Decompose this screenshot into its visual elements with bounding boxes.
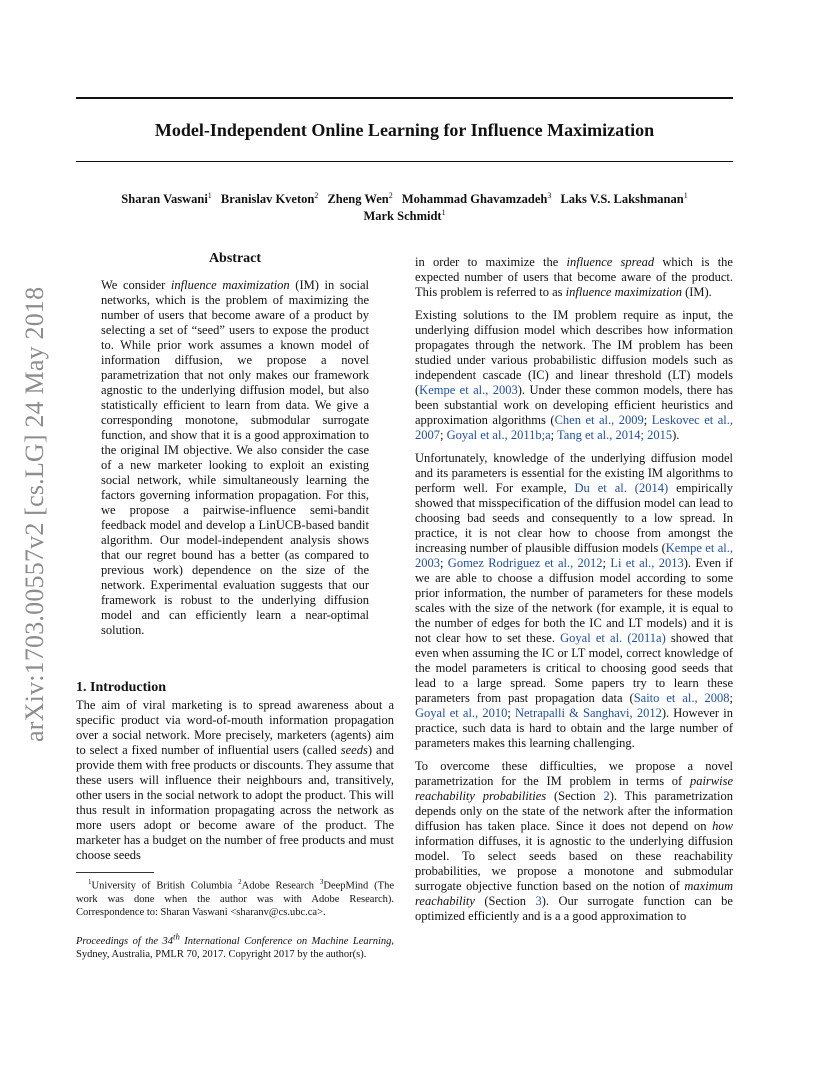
author-list (76, 191, 733, 225)
citation-link[interactable]: Gomez Rodriguez et al., 2012 (447, 556, 603, 570)
footnote-rule (76, 872, 154, 873)
arxiv-margin-identifier: arXiv:1703.00557v2 [cs.LG] 24 May 2018 (20, 286, 49, 743)
author-affiliation-mark: 3 (547, 190, 552, 200)
abstract-text: We consider influence maximization (IM) in social networks, which is the problem of maximizing the number of users that become aware of a product by selecting a set of “seed” users to expose the product to. While prior work assumes a known model of information diffusion, we propose a novel parametrization that not only makes our framework agnostic to the underlying diffusion model, but also statistically efficient to learn from data. We give a corresponding monotone, submodular surrogate function, and show that it is a good approximation to the original IM objective. We also consider the case of a new marketer looking to exploit an existing social network, while simultaneously learning the factors governing information propagation. For this, we propose a pairwise-influence semi-bandit feedback model and develop a LinUCB-based bandit algorithm. Our model-independent analysis shows that our regret bound has a better (as compared to previous work) dependence on the size of the network. Experimental evaluation suggests that our framework is robust to the underlying diffusion model and can efficiently learn a near-optimal solution. (101, 278, 369, 637)
abstract-heading: Abstract (208, 251, 262, 266)
intro-paragraph: The aim of viral marketing is to spread awareness about a specific product via word-of-mouth information propagation over a social network. More precisely, marketers (agents) aim to select a fixed number of influential users (called seeds) and provide them with free products or discounts. They assume that these users will influence their neighbours and, transitively, other users in the social network to adopt the product. This will thus result in information propagating across the network as more users adopt or become aware of the product. The marketer has a budget on the number of free products and must choose seeds (76, 698, 394, 862)
author: Mohammad Ghavamzadeh$^3$ (401, 190, 552, 206)
author: Mark Schmidt$^1$ (363, 207, 446, 223)
section-link[interactable]: 3 (535, 894, 542, 908)
right-column (415, 255, 733, 932)
body-paragraph: To overcome these difficulties, we propose a novel parametrization for the IM problem in terms of pairwise reachability probabilities (Section 2). This parametrization depends only on the state of the network after the information diffusion has taken place. Since it does not depend on how information diffuses, it is agnostic to the underlying diffusion model. To select seeds based on these reachability probabilities, we propose a monotone and submodular surrogate objective function based on the notion of maximum reachability (Section 3). Our surrogate function can be optimized efficiently and is a a good approximation to (415, 759, 733, 923)
author-affiliation-mark: 1 (683, 190, 688, 200)
author-affiliation-mark: 2 (314, 190, 319, 200)
citation-link[interactable]: Kempe et al., 2003 (415, 541, 734, 570)
paper-title: Model-Independent Online Learning for Influence Maximization (154, 120, 655, 140)
author: Laks V.S. Lakshmanan$^1$ (560, 190, 688, 206)
citation-link[interactable]: Saito et al., 2008 (633, 691, 730, 705)
citation-link[interactable]: Li et al., 2013 (610, 556, 684, 570)
author-affiliation-mark: 1 (207, 190, 212, 200)
citation-link[interactable]: Leskovec et al., 2007 (415, 413, 733, 442)
body-paragraph: in order to maximize the influence spread which is the expected number of users that become aware of the product. This problem is referred to as influence maximization (IM). (415, 255, 733, 299)
citation-link[interactable]: Kempe et al., 2003 (419, 383, 518, 397)
body-paragraph: Existing solutions to the IM problem require as input, the underlying diffusion model which describes how information propagates through the network. The IM problem has been studied under various probabilistic diffusion models such as independent cascade (IC) and linear threshold (LT) models (Kempe et al., 2003). Under these common models, there has been substantial work on developing efficient heuristics and approximation algorithms (Chen et al., 2009; Leskovec et al., 2007; Goyal et al., 2011b;a; Tang et al., 2014; 2015). (415, 308, 733, 442)
author-affiliation-mark: 2 (388, 190, 393, 200)
affiliation-footnote: $^1$University of British Columbia $^2$Adobe Research $^3$DeepMind (The work was done when the author was with Adobe Research). Correspondence to: Sharan Vaswani <sharanv@cs.ubc.ca>. (76, 878, 394, 918)
author-affiliation-mark: 1 (441, 207, 446, 217)
proceedings-note: Proceedings of the 34th International Conference on Machine Learning, Sydney, Australia, PMLR 70, 2017. Copyright 2017 by the author(s). (76, 931, 394, 960)
title-rule-bottom (76, 161, 733, 162)
citation-link[interactable]: Tang et al., 2014; 2015 (557, 428, 673, 442)
citation-link[interactable]: Netrapalli & Sanghavi, 2012 (514, 706, 662, 720)
author: Branislav Kveton$^2$ (220, 190, 319, 206)
citation-link[interactable]: Chen et al., 2009 (554, 413, 644, 427)
body-paragraph: Unfortunately, knowledge of the underlying diffusion model and its parameters is essential for the existing IM algorithms to perform well. For example, Du et al. (2014) empirically showed that misspecification of the diffusion model can lead to choosing bad seeds and consequently to a low spread. In practice, it is not clear how to choose from amongst the increasing number of plausible diffusion models (Kempe et al., 2003; Gomez Rodriguez et al., 2012; Li et al., 2013). Even if we are able to choose a diffusion model according to some prior information, the number of parameters for these models scales with the size of the network (for example, it is equal to the number of edges for both the IC and LT models) and it is not clear how to set these. Goyal et al. (2011a) showed that even when assuming the IC or LT model, correct knowledge of the model parameters is critical to choosing good seeds that lead to a large spread. Some papers try to learn these parameters from past propagation data (Saito et al., 2008; Goyal et al., 2010; Netrapalli & Sanghavi, 2012). However in practice, such data is hard to obtain and the large number of parameters makes this learning challenging. (415, 451, 734, 750)
section-link[interactable]: 2 (603, 789, 610, 803)
title-rule-top (76, 97, 733, 99)
author: Zheng Wen$^2$ (327, 190, 393, 206)
citation-link[interactable]: Du et al. (2014) (574, 481, 669, 495)
section-heading-introduction: 1. Introduction (76, 680, 166, 695)
citation-link[interactable]: Goyal et al., 2010 (415, 706, 508, 720)
citation-link[interactable]: Goyal et al. (2011a) (560, 631, 666, 645)
citation-link[interactable]: Goyal et al., 2011b;a (446, 428, 551, 442)
author: Sharan Vaswani$^1$ (121, 190, 212, 206)
